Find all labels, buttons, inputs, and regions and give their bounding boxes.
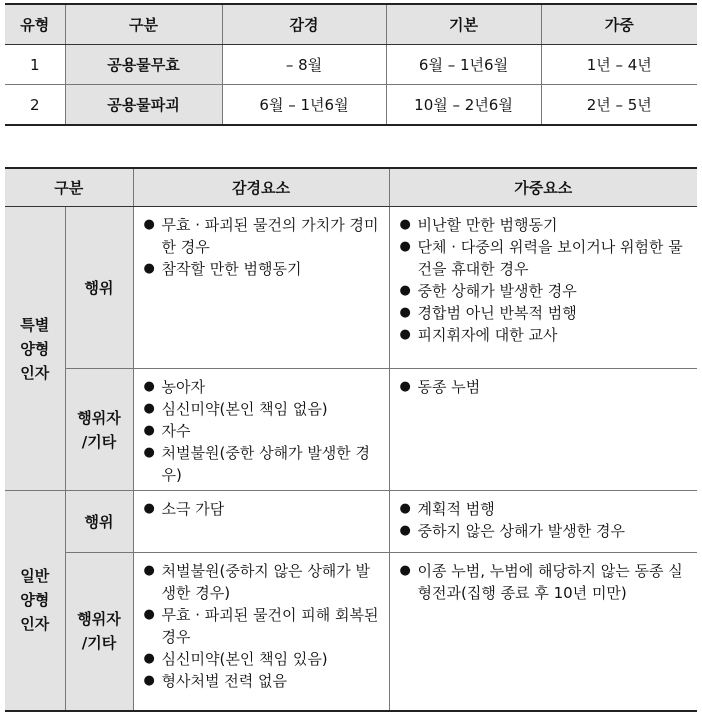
sub-category-act: 행위 <box>65 207 133 369</box>
row-basic: 10월 – 2년6월 <box>386 85 541 126</box>
mitigating-items <box>133 491 389 553</box>
table-row <box>5 553 697 711</box>
list-item: ● 자수 <box>143 422 191 440</box>
row-reduced: 6월 – 1년6월 <box>222 85 386 126</box>
list-item: ● 농아자 <box>143 378 205 396</box>
list-item: ● 단체 · 다중의 위력을 보이거나 위험한 물건을 휴대한 경우 <box>399 238 683 278</box>
table-row <box>5 45 697 85</box>
sub-category-actor: 행위자 /기타 <box>65 369 133 491</box>
header-category: 구분 <box>5 168 133 207</box>
sub-category-actor: 행위자 /기타 <box>65 553 133 711</box>
list-item: ● 피지휘자에 대한 교사 <box>399 326 558 344</box>
table-row <box>5 207 697 369</box>
header-basic: 기본 <box>386 4 541 45</box>
row-aggravated: 1년 – 4년 <box>541 45 697 85</box>
list-item: ● 소극 가담 <box>143 500 225 518</box>
list-item: ● 무효 · 파괴된 물건이 피해 회복된 경우 <box>143 606 379 646</box>
list-item: ● 무효 · 파괴된 물건의 가치가 경미한 경우 <box>143 216 379 256</box>
row-type: 2 <box>29 95 40 114</box>
list-item: ● 처벌불원(중하지 않은 상해가 발생한 경우) <box>143 562 371 602</box>
row-reduced: – 8월 <box>222 45 386 85</box>
row-category: 공용물파괴 <box>65 85 222 126</box>
row-aggravated: 2년 – 5년 <box>541 85 697 126</box>
list-item: ● 참작할 만한 범행동기 <box>143 260 302 278</box>
general-factor-label: 일반 양형 인자 <box>5 491 65 711</box>
header-aggravated: 가중 <box>541 4 697 45</box>
aggravating-items <box>389 491 697 553</box>
row-basic: 6월 – 1년6월 <box>386 45 541 85</box>
range-header-row <box>5 4 697 45</box>
header-aggravating: 가중요소 <box>389 168 697 207</box>
sentencing-factors-table <box>5 167 697 712</box>
mitigating-items <box>133 553 389 711</box>
special-factor-label: 특별 양형 인자 <box>5 207 65 491</box>
factors-header-row <box>5 168 697 207</box>
list-item: ● 중하지 않은 상해가 발생한 경우 <box>399 522 625 540</box>
table-row <box>5 369 697 491</box>
list-item: ● 이종 누범, 누범에 해당하지 않는 동종 실형전과(집행 종료 후 10년 미만) <box>399 562 683 602</box>
header-type: 유형 <box>5 4 65 45</box>
row-type: 1 <box>5 45 65 85</box>
list-item: ● 비난할 만한 범행동기 <box>399 216 558 234</box>
sub-category-act: 행위 <box>65 491 133 553</box>
table-row <box>5 491 697 553</box>
list-item: ● 계획적 범행 <box>399 500 495 518</box>
aggravating-items <box>389 369 697 491</box>
list-item: ● 동종 누범 <box>399 378 481 396</box>
list-item: ● 처벌불원(중한 상해가 발생한 경우) <box>143 444 371 484</box>
mitigating-items <box>133 369 389 491</box>
list-item: ● 형사처벌 전력 없음 <box>143 672 287 690</box>
aggravating-items <box>389 207 697 369</box>
list-item: ● 경합범 아닌 반복적 범행 <box>399 304 577 322</box>
list-item: ● 중한 상해가 발생한 경우 <box>399 282 577 300</box>
aggravating-items <box>389 553 697 711</box>
header-reduced: 감경 <box>222 4 386 45</box>
table-row <box>5 85 697 126</box>
row-category: 공용물무효 <box>65 45 222 85</box>
header-category: 구분 <box>65 4 222 45</box>
list-item: ● 심신미약(본인 책임 없음) <box>143 400 328 418</box>
list-item: ● 심신미약(본인 책임 있음) <box>143 650 328 668</box>
mitigating-items <box>133 207 389 369</box>
sentencing-range-table <box>5 3 697 126</box>
header-mitigating: 감경요소 <box>133 168 389 207</box>
